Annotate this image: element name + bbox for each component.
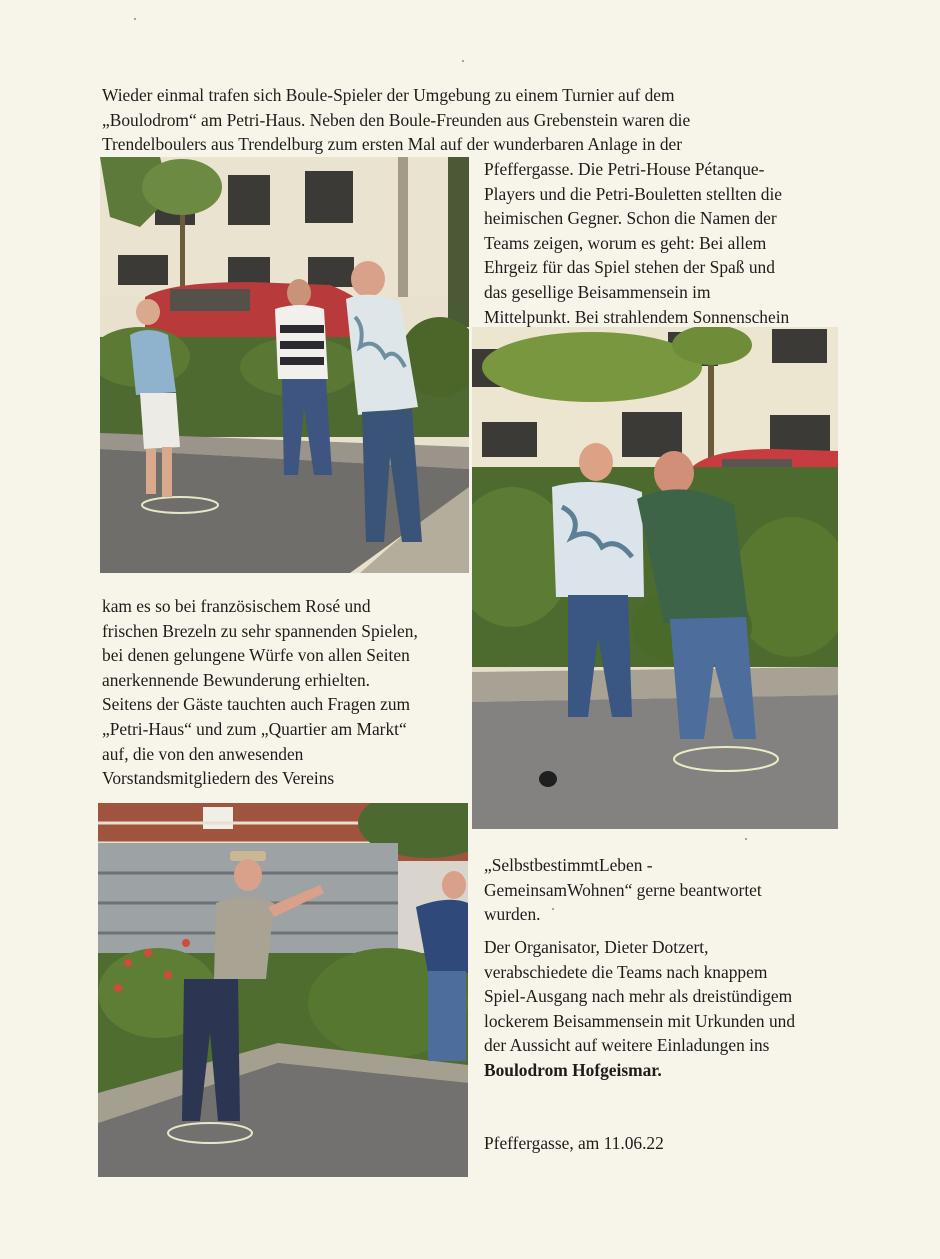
text-line: das gesellige Beisammensein im [484,281,711,302]
text-line: anerkennende Bewunderung erhielten. [102,669,370,690]
text-line: verabschiedete die Teams nach knappem [484,961,768,982]
dateline [484,1131,664,1156]
intro-paragraph [102,83,690,157]
right-column-paragraph [484,157,789,329]
text-line: „Boulodrom“ am Petri-Haus. Neben den Boule-Freunden aus Grebenstein waren die [102,109,691,130]
photo-man-throwing [98,803,468,1177]
text-line: frischen Brezeln zu sehr spannenden Spielen, [102,620,418,641]
text-line: wurden. [484,904,541,925]
continuation-paragraph [484,853,762,927]
text-line: Ehrgeiz für das Spiel stehen der Spaß und [484,257,775,278]
text-line: kam es so bei französischem Rosé und [102,596,371,616]
dateline-text: Pfeffergasse, am 11.06.22 [484,1133,664,1153]
paper-speck [552,908,554,910]
venue-name: Boulodrom Hofgeismar. [484,1059,662,1080]
text-line: Spiel-Ausgang nach mehr als dreistündigem [484,986,793,1007]
text-line: Mittelpunkt. Bei strahlendem Sonnenschein [484,306,790,327]
text-line: Teams zeigen, worum es geht: Bei allem [484,232,767,253]
text-line: GemeinsamWohnen“ gerne beantwortet [484,879,762,900]
text-line: Players und die Petri-Bouletten stellten die [484,183,782,204]
text-line: der Aussicht auf weitere Einladungen ins [484,1035,770,1056]
photo-two-men [472,327,838,829]
photo-players-group [100,157,469,573]
text-line: Wieder einmal trafen sich Boule-Spieler der Umgebung zu einem Turnier auf dem [102,85,675,105]
left-column-paragraph [102,594,418,791]
organizer-paragraph [484,935,795,1083]
paper-speck [134,18,136,20]
text-line: „SelbstbestimmtLeben - [484,855,653,875]
text-line: auf, die von den anwesenden [102,743,304,764]
text-line: „Petri-Haus“ und zum „Quartier am Markt“ [102,718,407,739]
text-line: Pfeffergasse. Die Petri-House Pétanque- [484,159,765,179]
paper-speck [462,60,464,62]
paper-speck [745,838,747,840]
text-line: Trendelboulers aus Trendelburg zum ersten Mal auf der wunderbaren Anlage in der [102,134,683,155]
text-line: Vorstandsmitgliedern des Vereins [102,768,335,789]
text-line: Der Organisator, Dieter Dotzert, [484,937,709,957]
text-line: bei denen gelungene Würfe von allen Seiten [102,645,410,666]
text-line: heimischen Gegner. Schon die Namen der [484,208,777,229]
text-line: lockerem Beisammensein mit Urkunden und [484,1010,796,1031]
text-line: Seitens der Gäste tauchten auch Fragen zum [102,694,411,715]
